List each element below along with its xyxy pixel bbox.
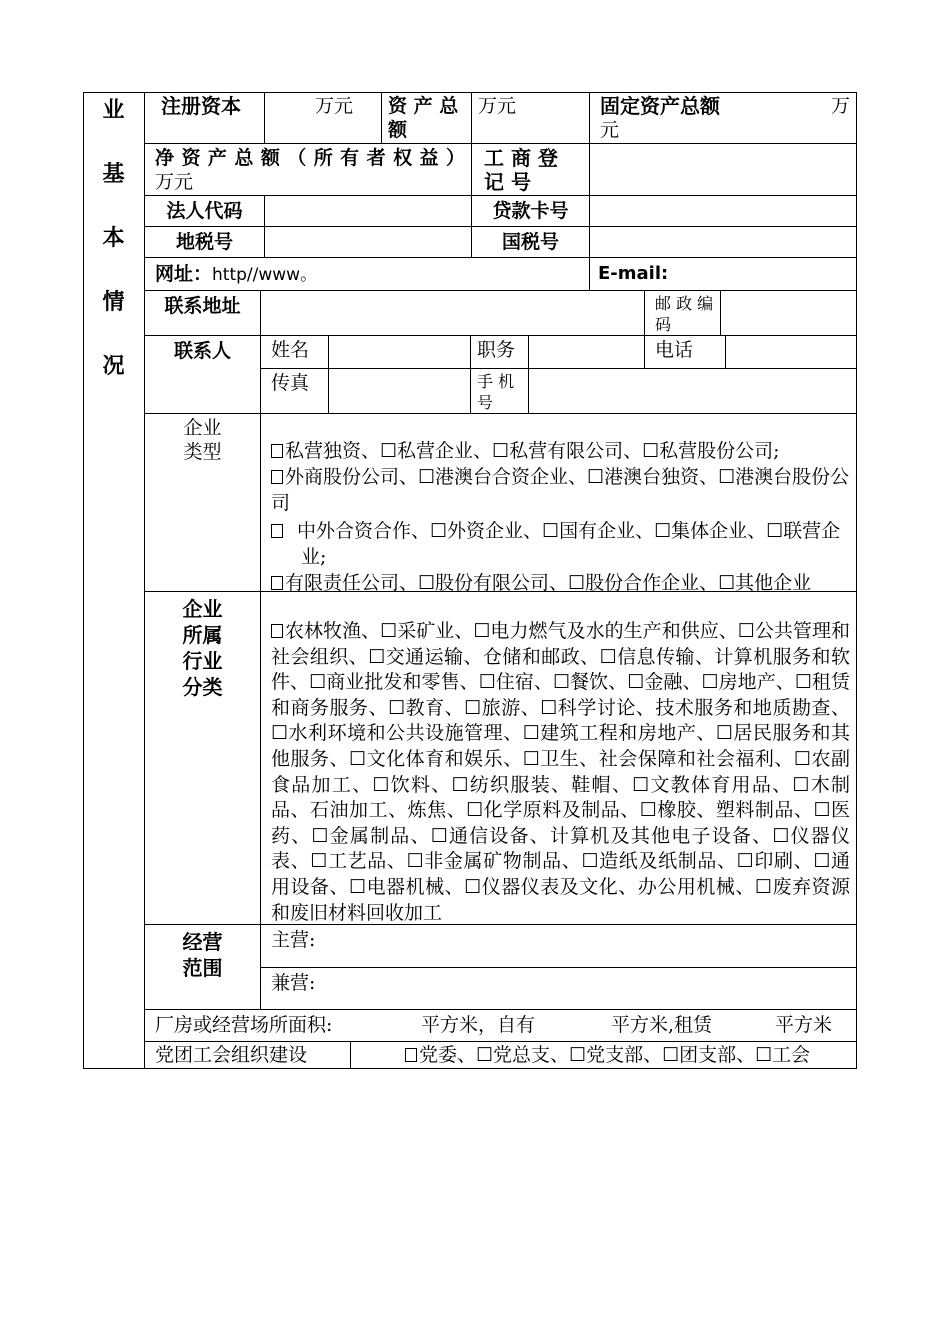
checkbox[interactable]: [405, 1048, 417, 1062]
enterprise-type-label-line: 企业: [183, 417, 222, 439]
website-label: 网址：: [155, 263, 213, 285]
phone-field[interactable]: [726, 336, 857, 369]
enterprise-type-label: [145, 414, 261, 592]
business-registration-label: 工 商 登 记 号: [472, 144, 590, 196]
email-cell[interactable]: [590, 258, 857, 291]
business-scope-label: [145, 925, 261, 1010]
loan-card-field[interactable]: [590, 196, 857, 227]
enterprise-type-text: 有限责任公司、☐股份有限公司、☐股份合作企业、☐其他企业: [285, 572, 812, 592]
checkbox[interactable]: [271, 624, 283, 638]
area-rent: 平方米,租赁: [611, 1014, 713, 1036]
industry-text: 农林牧渔、☐采矿业、☐电力燃气及水的生产和供应、☐公共管理和社会组织、☐交通运输、仓储和邮政、☐信息传输、计算机服务和软件、☐商业批发和零售、☐住宿、☐餐饮、☐金融、☐房地产、☐租赁和商务服务、☐教育、☐旅游、☐科学讨论、技术服务和地质勘查、☐水利环境和公共设施管理、☐建筑工程和房地产、☐居民服务和其他服务、☐文化体育和娱乐、☐卫生、社会保障和社会福利、☐农副食品加工、☐饮料、☐纺织服装、鞋帽、☐文教体育用品、☐木制品、石油加工、炼焦、☐化学原料及制品、☐橡胶、塑料制品、☐医药、☐金属制品、☐通信设备、计算机及其他电子设备、☐仪器仪表、☐工艺品、☐非金属矿物制品、☐造纸及纸制品、☐印刷、☐通用设备、☐电器机械、☐仪器仪表及文化、办公用机械、☐废弃资源和废旧材料回收加工: [271, 620, 850, 924]
postcode-label: 邮 政 编 码: [645, 291, 721, 336]
contact-address-label: 联系地址: [145, 291, 261, 336]
section-title-char: 业: [102, 97, 125, 123]
industry-label: [145, 592, 261, 925]
total-assets-label: 资 产 总 额: [382, 92, 472, 144]
enterprise-type-line: [271, 518, 850, 570]
local-tax-label: 地税号: [145, 227, 265, 258]
national-tax-label: 国税号: [472, 227, 590, 258]
total-assets-field[interactable]: [472, 92, 590, 144]
checkbox[interactable]: [271, 444, 283, 458]
fax-label: 传真: [261, 369, 329, 414]
registered-capital-label: 注册资本: [145, 92, 265, 144]
fixed-assets-label: 固定资产总额: [600, 94, 720, 118]
fixed-assets-unit-cont: 元: [600, 119, 620, 141]
legal-code-label: 法人代码: [145, 196, 265, 227]
area-own: 平方米，自有: [421, 1014, 536, 1036]
area-label: 厂房或经营场所面积:: [155, 1014, 333, 1036]
industry-label-line: 所属: [182, 623, 223, 647]
email-label: E-mail:: [598, 263, 669, 284]
name-field[interactable]: [329, 336, 471, 369]
loan-card-label: 贷款卡号: [472, 196, 590, 227]
phone-label: 电话: [645, 336, 726, 369]
section-title-column: [83, 92, 145, 1069]
industry-list: [271, 619, 850, 925]
local-tax-field[interactable]: [265, 227, 472, 258]
mobile-field[interactable]: [529, 369, 857, 414]
checkbox[interactable]: [271, 524, 283, 538]
enterprise-info-form: [83, 92, 857, 1069]
legal-code-field[interactable]: [265, 196, 472, 227]
contact-person-label: 联系人: [145, 336, 261, 414]
area-row[interactable]: [145, 1010, 857, 1042]
fax-field[interactable]: [329, 369, 471, 414]
website-value: http//www。: [212, 265, 318, 285]
section-title-char: 本: [102, 225, 125, 251]
total-assets-unit: 万元: [478, 95, 517, 117]
name-label: 姓名: [261, 336, 329, 369]
net-assets-cell[interactable]: [145, 144, 472, 196]
enterprise-type-text: 中外合资合作、☐外资企业、☐国有企业、☐集体企业、☐联营企业;: [297, 520, 841, 568]
enterprise-type-line: [271, 464, 850, 516]
registered-capital-field[interactable]: [265, 92, 382, 144]
enterprise-type-text: 私营独资、☐私营企业、☐私营有限公司、☐私营股份公司;: [285, 440, 780, 462]
net-assets-unit: 万元: [155, 171, 194, 193]
net-assets-label: 净资产总额（所有者权益）: [155, 147, 465, 169]
checkbox[interactable]: [271, 470, 283, 484]
fixed-assets-unit: 万: [830, 95, 850, 117]
fixed-assets-cell[interactable]: [590, 92, 857, 144]
section-title-char: 况: [102, 353, 125, 379]
enterprise-type-options[interactable]: [261, 414, 857, 592]
checkbox[interactable]: [271, 576, 283, 590]
business-registration-field[interactable]: [590, 144, 857, 196]
party-org-text: 党委、☐党总支、☐党支部、☐团支部、☐工会: [419, 1044, 811, 1066]
party-org-label: 党团工会组织建设: [145, 1042, 351, 1069]
contact-address-field[interactable]: [261, 291, 645, 336]
section-title-char: 基: [102, 161, 125, 187]
enterprise-type-label-line: 类型: [183, 441, 222, 463]
side-business-label: 兼营:: [271, 972, 316, 994]
side-business-field[interactable]: [261, 968, 857, 1010]
position-label: 职务: [471, 336, 529, 369]
section-title-char: 情: [102, 289, 125, 315]
mobile-label: 手 机 号: [471, 369, 529, 414]
main-business-field[interactable]: [261, 925, 857, 968]
enterprise-type-line: [271, 570, 850, 592]
main-business-label: 主营:: [271, 929, 316, 951]
national-tax-field[interactable]: [590, 227, 857, 258]
party-org-options[interactable]: [351, 1042, 857, 1069]
industry-label-line: 企业: [182, 597, 223, 621]
position-field[interactable]: [529, 336, 645, 369]
business-scope-label-line: 范围: [182, 956, 223, 980]
industry-label-line: 行业: [182, 649, 223, 673]
website-cell[interactable]: [145, 258, 590, 291]
industry-label-line: 分类: [182, 675, 223, 699]
registered-capital-unit: 万元: [315, 95, 354, 117]
industry-options[interactable]: [261, 592, 857, 925]
business-scope-label-line: 经营: [182, 930, 223, 954]
enterprise-type-text: 外商股份公司、☐港澳台合资企业、☐港澳台独资、☐港澳台股份公司: [271, 466, 850, 514]
postcode-field[interactable]: [721, 291, 857, 336]
enterprise-type-line: [271, 438, 850, 464]
area-unit: 平方米: [775, 1014, 833, 1036]
